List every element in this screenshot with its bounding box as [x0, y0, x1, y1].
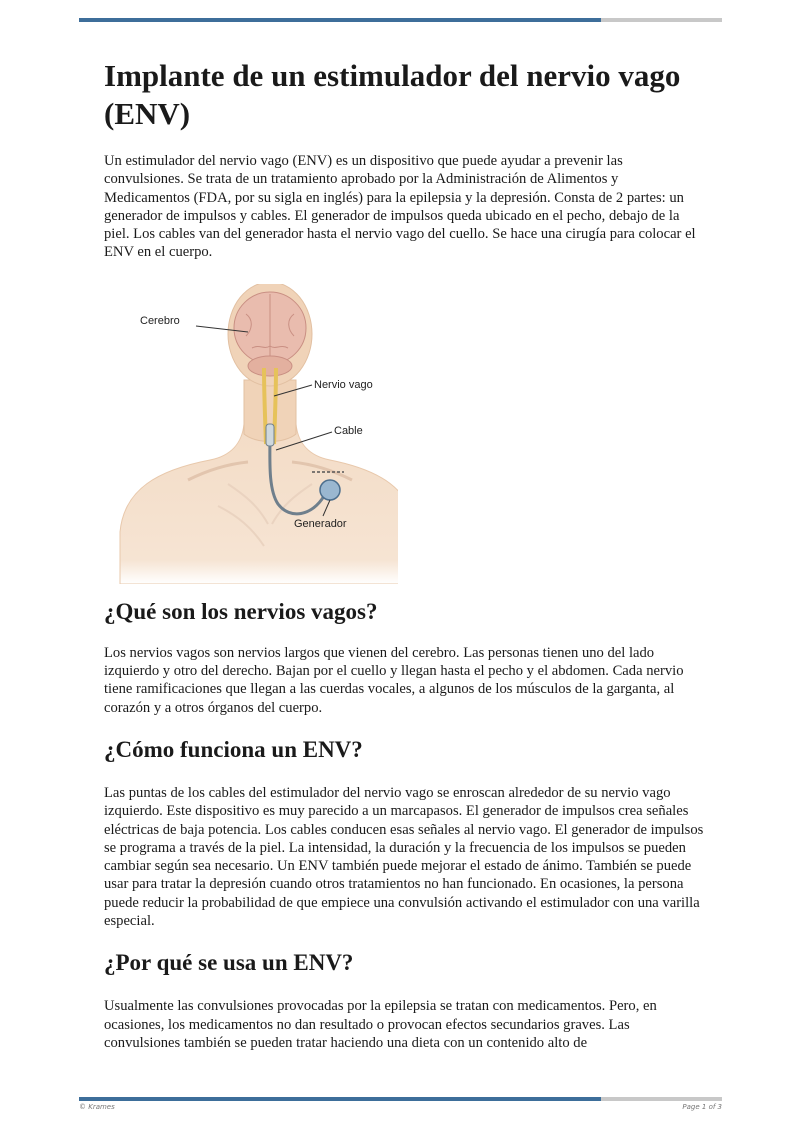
section-body-what: Los nervios vagos son nervios largos que vienen del cerebro. Las personas tienen uno del lado izquierdo y otro del derecho. Bajan por el cuello y llegan hasta el pecho y el abdomen. Cada nervio tiene ramificaciones que llegan a las cuerdas vocales, a algunos de los músculos de la garganta, al corazón y a otros órganos del cuerpo. — [104, 644, 684, 716]
page-content — [104, 57, 704, 1052]
cable-coil — [266, 424, 274, 446]
vns-illustration-svg — [118, 284, 398, 584]
section-heading-how: ¿Cómo funciona un ENV? — [104, 736, 363, 762]
top-rule — [79, 18, 722, 22]
cerebellum — [248, 356, 292, 376]
section-heading-what: ¿Qué son los nervios vagos? — [104, 598, 378, 624]
label-cable: Cable — [334, 424, 363, 437]
top-rule-accent — [79, 18, 601, 22]
bottom-rule-accent — [79, 1097, 601, 1101]
bottom-rule — [79, 1097, 722, 1101]
page-title: Implante de un estimulador del nervio vago (ENV) — [104, 58, 681, 131]
label-vagus-nerve: Nervio vago — [314, 378, 373, 391]
section-body-why: Usualmente las convulsiones provocadas por la epilepsia se tratan con medicamentos. Pero, en ocasiones, los medicamentos no dan resultado o provocan efectos secundarios graves. Las convulsiones también se pueden tratar haciendo una dieta con un contenido alto de — [104, 998, 657, 1051]
label-brain: Cerebro — [140, 314, 180, 327]
pulse-generator — [320, 480, 340, 500]
footer-page-number: Page 1 of 3 — [682, 1103, 722, 1111]
vns-illustration — [118, 284, 398, 584]
footer-copyright: © Krames — [79, 1103, 115, 1111]
section-body-how: Las puntas de los cables del estimulador del nervio vago se enroscan alrededor de su nervio vago izquierdo. Este dispositivo es muy parecido a un marcapasos. El generador de impulsos crea señales eléctricas de baja potencia. Los cables conducen esas señales al nervio vago. El generador de impulsos se programa a través de la piel. La intensidad, la duración y la frecuencia de los impulsos se pueden cambiar según sea necesario. Un ENV también puede mejorar el estado de ánimo. También se puede usar para tratar la depresión cuando otros tratamientos no han funcionado. En ocasiones, la persona puede reducir la probabilidad de que empiece una convulsión activando el estimulador con una varilla especial. — [104, 784, 704, 930]
intro-paragraph: Un estimulador del nervio vago (ENV) es un dispositivo que puede ayudar a prevenir las convulsiones. Se trata de un tratamiento aprobado por la Administración de Alimentos y Medicamentos (FDA, por su sigla en inglés) para la epilepsia y la depresión. Consta de 2 partes: un generador de impulsos y cables. El generador de impulsos queda ubicado en el pecho, debajo de la piel. Los cables van del generador hasta el nervio vago del cuello. Se hace una cirugía para colocar el ENV en el cuerpo. — [104, 153, 696, 261]
torso-silhouette — [120, 424, 398, 584]
label-generator: Generador — [294, 517, 347, 530]
section-heading-why: ¿Por qué se usa un ENV? — [104, 950, 354, 976]
